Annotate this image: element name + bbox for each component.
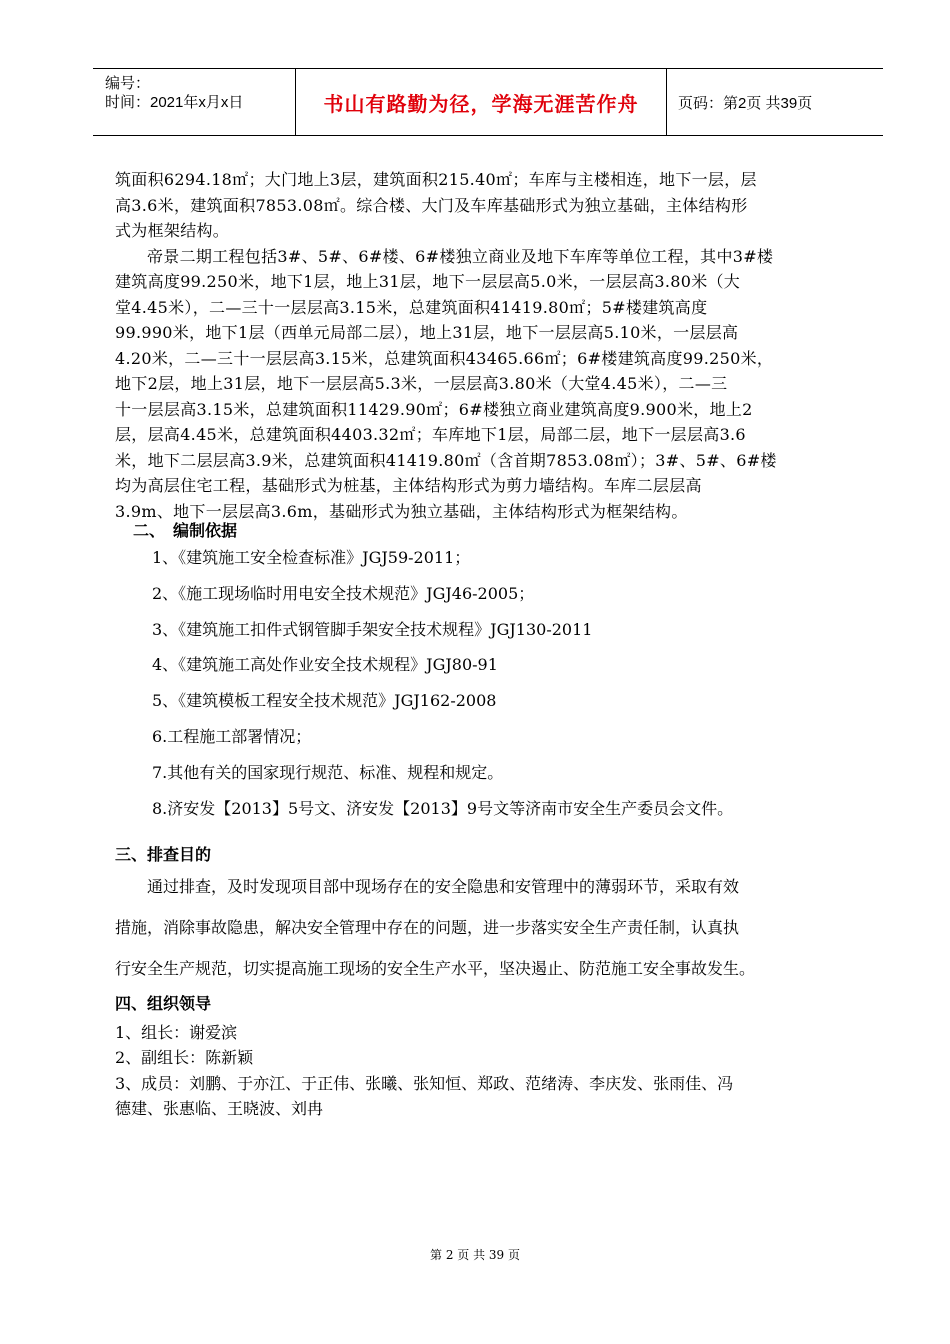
reference-item: 6.工程施工部署情况； <box>152 727 312 746</box>
reference-item: 4、《建筑施工高处作业安全技术规程》JGJ80-91 <box>152 655 498 674</box>
paragraph-2-line: 层，层高4.45米，总建筑面积4403.32㎡；车库地下1层，局部二层，地下一层层高3.6 <box>115 425 746 444</box>
header-page-code: 页码：第2页 共39页 <box>678 94 813 112</box>
section-3-heading: 三、排查目的 <box>115 845 212 864</box>
body-text-block <box>115 167 875 524</box>
header-page-cell <box>666 69 883 135</box>
paragraph-3-line: 通过排查，及时发现项目部中现场存在的安全隐患和安管理中的薄弱环节，采取有效 <box>115 877 740 896</box>
member-line: 德建、张惠临、王晓波、刘冉 <box>115 1099 324 1118</box>
document-time-label: 时间：2021年x月x日 <box>105 94 244 111</box>
page-header <box>93 68 883 136</box>
paragraph-2-line: 地下2层，地上31层，地下一层层高5.3米，一层层高3.80米（大堂4.45米），二—三 <box>115 374 728 393</box>
paragraph-2-line: 4.20米，二—三十一层层高3.15米，总建筑面积43465.66㎡；6#楼建筑高度99.250米， <box>115 348 774 368</box>
section-4-heading: 四、组织领导 <box>115 994 212 1013</box>
section-2-heading: 二、 编制依据 <box>133 521 238 540</box>
paragraph-2-line: 帝景二期工程包括3#、5#、6#楼、6#楼独立商业及地下车库等单位工程，其中3#楼 <box>147 246 774 266</box>
header-meta <box>93 69 293 135</box>
paragraph-3 <box>115 866 875 989</box>
paragraph-2-line: 堂4.45米），二—三十一层层高3.15米，总建筑面积41419.80㎡；5#楼建筑高度 <box>115 297 708 317</box>
page-footer: 第 2 页 共 39 页 <box>430 1248 520 1262</box>
paragraph-2-line: 建筑高度99.250米，地下1层，地上31层，地下一层层高5.0米，一层层高3.80米（大 <box>115 272 741 291</box>
paragraph-1-line: 高3.6米，建筑面积7853.08㎡。综合楼、大门及车库基础形式为独立基础，主体结构形 <box>115 195 748 215</box>
paragraph-2-line: 99.990米，地下1层（西单元局部二层），地上31层，地下一层层高5.10米，一层层高 <box>115 323 739 342</box>
paragraph-2-line: 均为高层住宅工程，基础形式为桩基，主体结构形式为剪力墙结构。车库二层层高 <box>115 476 702 495</box>
member-line: 1、组长：谢爱滨 <box>115 1023 238 1042</box>
paragraph-1-line: 筑面积6294.18㎡；大门地上3层，建筑面积215.40㎡；车库与主楼相连，地下一层，层 <box>115 170 757 189</box>
member-line: 3、成员：刘鹏、于亦江、于正伟、张曦、张知恒、郑政、范绪涛、李庆发、张雨佳、冯 <box>115 1074 734 1093</box>
header-motto: 书山有路勤为径，学海无涯苦作舟 <box>323 93 639 116</box>
paragraph-3-line: 行安全生产规范，切实提高施工现场的安全生产水平，坚决遏止、防范施工安全事故发生。 <box>115 959 756 978</box>
reference-item: 1、《建筑施工安全检查标准》JGJ59-2011； <box>152 548 471 567</box>
reference-item: 5、《建筑模板工程安全技术规范》JGJ162-2008 <box>152 691 497 710</box>
paragraph-2-line: 十一层层高3.15米，总建筑面积11429.90㎡；6#楼独立商业建筑高度9.900米，地上2 <box>115 399 753 419</box>
header-motto-cell <box>295 69 667 135</box>
paragraph-2-line: 3.9m、地下一层层高3.6m，基础形式为独立基础，主体结构形式为框架结构。 <box>115 501 688 521</box>
reference-item: 3、《建筑施工扣件式钢管脚手架安全技术规程》JGJ130-2011 <box>152 620 593 639</box>
paragraph-2-line: 米，地下二层层高3.9米，总建筑面积41419.80㎡（含首期7853.08㎡）；3#、5#、6#楼 <box>115 450 777 470</box>
paragraph-3-line: 措施，消除事故隐患，解决安全管理中存在的问题，进一步落实安全生产责任制，认真执 <box>115 918 740 937</box>
member-line: 2、副组长：陈新颖 <box>115 1048 254 1067</box>
document-number-label: 编号： <box>105 75 151 92</box>
reference-item: 7.其他有关的国家现行规范、标准、规程和规定。 <box>152 763 504 782</box>
reference-item: 8.济安发【2013】5号文、济安发【2013】9号文等济南市安全生产委员会文件。 <box>152 799 734 818</box>
reference-item: 2、《施工现场临时用电安全技术规范》JGJ46-2005； <box>152 584 535 603</box>
paragraph-1-line: 式为框架结构。 <box>115 221 230 240</box>
